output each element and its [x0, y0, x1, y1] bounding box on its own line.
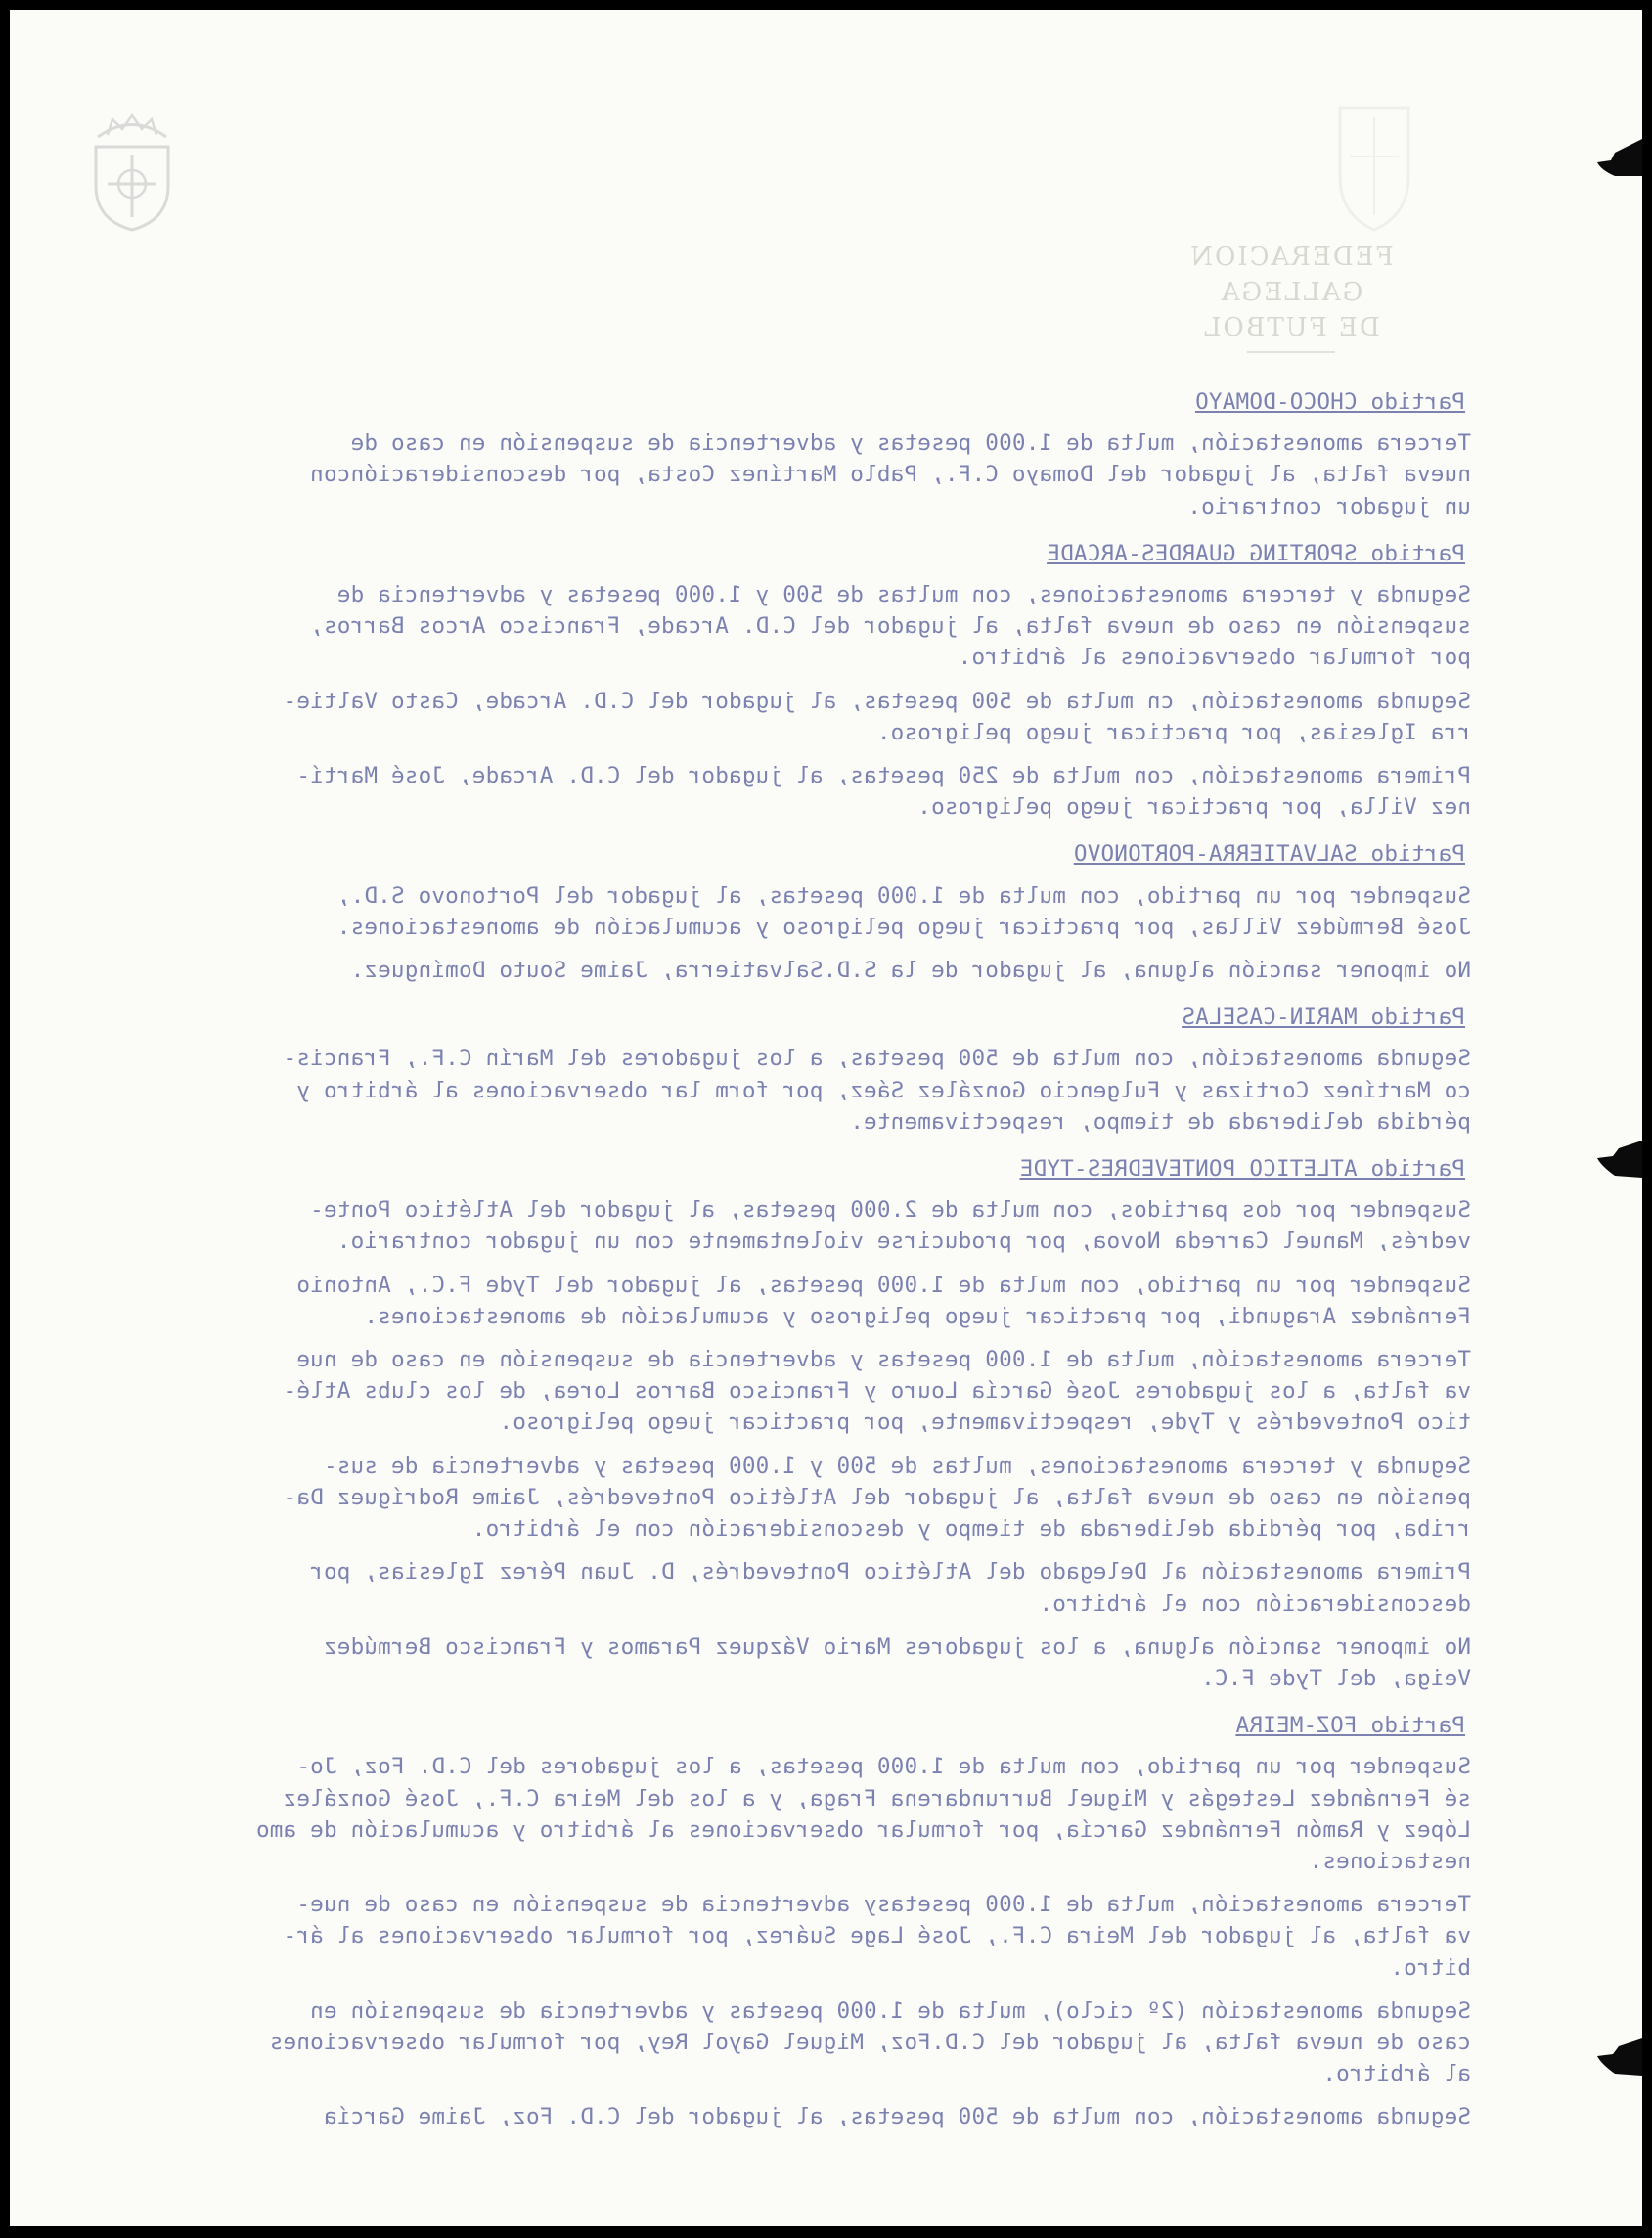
sanction-paragraph: [63, 1632, 1471, 1694]
text-line: Fernández Aragundi, por practicar juego peligroso y acumulación de amonestaciones.: [364, 1303, 1471, 1329]
binder-clip-icon: [1593, 1137, 1642, 1182]
text-line: Suspender por dos partidos, con multa de 2.000 pesetas, al jugador del Atlético Ponte-: [309, 1197, 1471, 1224]
sanction-paragraph: [63, 955, 1471, 986]
text-line: López y Ramón Fernández García, por formular observaciones al árbitro y acumulación de amo: [255, 1816, 1471, 1843]
section-heading: Partido CHOCO-DOMAYO: [1194, 389, 1465, 415]
text-line: al árbitro.: [1322, 2061, 1471, 2087]
binder-clip: [1593, 135, 1642, 180]
text-line: nez Villa, por practicar juego peligroso.: [917, 794, 1471, 821]
sanction-paragraph: [63, 880, 1471, 943]
text-line: Segunda y tercera amonestaciones, multas de 500 y 1.000 pesetas y advertencia de sus-: [323, 1453, 1471, 1479]
text-line: Tercera amonestación, multa de 1.000 pesetas y advertencia de suspensión en caso de: [350, 430, 1471, 457]
text-line: bitro.: [1390, 1954, 1471, 1981]
text-line: desconsideración con el árbitro.: [1039, 1590, 1471, 1617]
text-line: No imponer sanción alguna, a los jugadores Mario Vázquez Paramos y Francisco Bermúdez: [323, 1634, 1471, 1660]
text-line: Tercera amonestación, multa de 1.000 pesetasy advertencia de suspensión en caso de nue-: [296, 1892, 1471, 1918]
binder-clip-icon: [1593, 2035, 1642, 2080]
sanction-paragraph: [63, 686, 1471, 748]
text-line: va falta, a los jugadores José García Louro y Francisco Barros Lorea, de los clubs Atlé-: [283, 1378, 1471, 1405]
text-line: sé Fernández Lestegás y Miguel Burrundarena Fraga, y a los del Meira C.F., José González: [283, 1785, 1471, 1812]
binder-clip: [1593, 2035, 1642, 2080]
text-line: pensión en caso de nueva falta, al jugador del Atlético Pontevedrés, Jaime Rodríguez Da-: [283, 1484, 1471, 1510]
section-heading: Partido SALVATIERRA-PORTONOVO: [1073, 841, 1465, 868]
text-line: Suspender por un partido, con multa de 1.000 pesetas, a los jugadores del C.D. Foz, Jo-: [296, 1754, 1471, 1780]
letterhead-line-2: DE FUTBOL: [1202, 313, 1380, 342]
text-line: va falta, al jugador del Meira C.F., José Lage Suárez, por formular observaciones al ár-: [283, 1923, 1471, 1949]
section-heading: Partido SPORTING GUARDES-ARCADE: [1047, 540, 1465, 566]
text-line: Suspender por un partido, con multa de 1.000 pesetas, al jugador del Portonovo S.D.,: [336, 882, 1471, 909]
binder-clip: [1593, 1137, 1642, 1182]
sanction-paragraph: [63, 1889, 1471, 1984]
text-line: un jugador contrario.: [1187, 493, 1471, 519]
text-line: nestaciones.: [1309, 1848, 1471, 1874]
text-line: Primera amonestación al Delegado del Atlético Pontevedrés, D. Juan Pérez Iglesias, por: [309, 1559, 1471, 1586]
binder-clip-icon: [1593, 135, 1642, 180]
text-line: vedrés, Manuel Carreda Novoa, por producirse violentamente con un jugador contrario.: [336, 1229, 1471, 1255]
text-line: Segunda y tercera amonestaciones, con multas de 500 y 1.000 pesetas y advertencia de: [336, 582, 1471, 608]
text-line: Segunda amonestación, con multa de 500 pesetas, a los jugadores del Marín C.F., Francis-: [283, 1046, 1471, 1072]
text-line: Segunda amonestación (2º ciclo), multa de 1.000 pesetas y advertencia de suspensión en: [309, 1997, 1471, 2024]
text-line: Segunda amonestación, cn multa de 500 pesetas, al jugador del C.D. Arcade, Casto Valtie-: [283, 688, 1471, 714]
sanction-paragraph: [63, 760, 1471, 823]
text-line: No imponer sanción alguna, al jugador de la S.D.Salvatierra, Jaime Souto Domínguez.: [350, 958, 1471, 984]
letterhead-line-1: FEDERACION GALLEGA: [1188, 243, 1394, 307]
sanction-paragraph: [63, 1451, 1471, 1545]
sanction-paragraph: [63, 579, 1471, 674]
text-line: Segunda amonestación, con multa de 500 pesetas, al jugador del C.D. Foz, Jaime García: [323, 2104, 1471, 2130]
section-heading: Partido MARIN-CASELAS: [1182, 1005, 1465, 1031]
sanction-paragraph: [63, 1751, 1471, 1877]
text-line: por formular observaciones al árbitro.: [958, 645, 1471, 671]
text-line: Veiga, del Tyde F.C.: [1200, 1665, 1471, 1691]
mirrored-typescript: [10, 10, 1642, 2226]
text-line: rriba, por pérdida deliberada de tiempo y desconsideración con el árbitro.: [471, 1516, 1471, 1543]
sanction-paragraph: [63, 1270, 1471, 1332]
text-line: Primera amonestación, con multa de 250 pesetas, al jugador del C.D. Arcade, José Martí-: [296, 763, 1471, 789]
sanction-paragraph: [63, 1556, 1471, 1619]
sanction-paragraph: [63, 1344, 1471, 1439]
text-line: pérdida deliberada de tiempo, respectivamente.: [850, 1108, 1471, 1135]
sanction-paragraph: [63, 2101, 1471, 2132]
typed-body: [63, 386, 1471, 2145]
document-page: [10, 10, 1642, 2226]
text-line: tico Pontevedrés y Tyde, respectivamente, por practicar juego peligroso.: [499, 1410, 1471, 1436]
text-line: suspensión en caso de nueva falta, al jugador del C.D. Arcade, Francisco Arcos Barros,: [309, 613, 1471, 640]
sanction-paragraph: [63, 1194, 1471, 1257]
sanction-paragraph: [63, 427, 1471, 522]
section-heading: Partido FOZ-MEIRA: [1235, 1713, 1465, 1739]
text-line: nueva falta, al jugador del Domayo C.F., Pablo Martínez Costa, por desconsideracióncon: [309, 462, 1471, 488]
text-line: caso de nueva falta, al jugador del C.D.Foz, Miguel Gayol Rey, por formular observaciones: [269, 2029, 1471, 2055]
text-line: Suspender por un partido, con multa de 1.000 pesetas, al jugador del Tyde F.C., Antonio: [296, 1272, 1471, 1298]
text-line: José Bermúdez Villas, por practicar juego peligroso y acumulación de amonestaciones.: [336, 914, 1471, 940]
text-line: co Martínez Cortizas y Fulgencio González Sáez, por form lar observaciones al árbitro y: [296, 1077, 1471, 1103]
section-heading: Partido ATLETICO PONTEVEDRES-TYDE: [1019, 1156, 1465, 1183]
sanction-paragraph: [63, 1995, 1471, 2090]
text-line: Tercera amonestación, multa de 1.000 pesetas y advertencia de suspensión en caso de nue: [296, 1347, 1471, 1373]
text-line: rra Iglesias, por practicar juego peligroso.: [876, 719, 1471, 745]
sanction-paragraph: [63, 1043, 1471, 1138]
